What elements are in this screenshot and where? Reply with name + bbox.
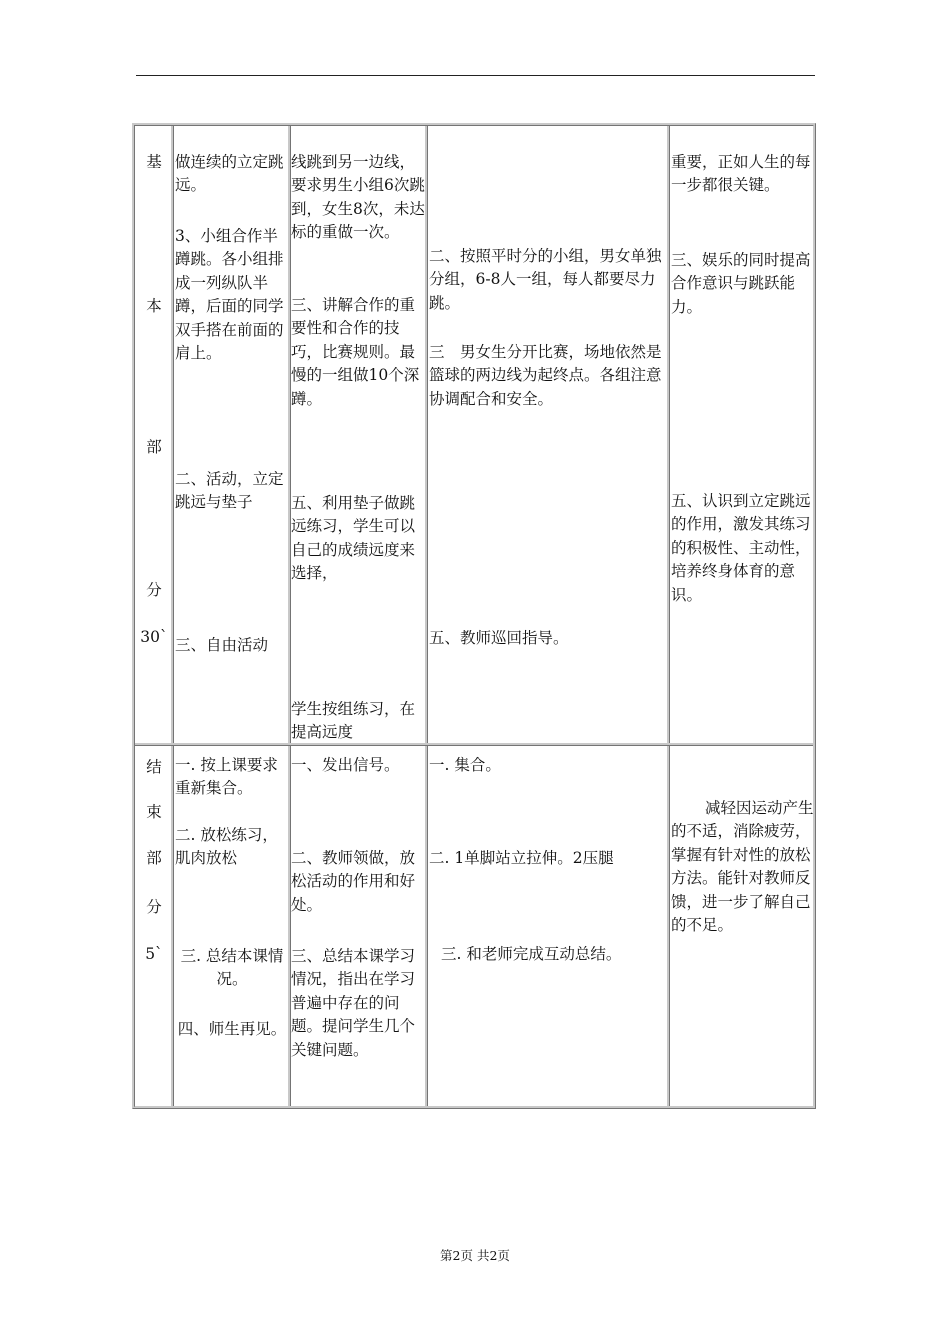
row-divider — [135, 743, 813, 746]
header-rule — [136, 75, 815, 76]
teacher-text: 一、发出信号。 — [291, 756, 400, 774]
content-text: 3、小组合作半蹲跳。各小组排成一列纵队半蹲，后面的同学双手搭在前面的肩上。 — [175, 227, 284, 363]
label-char: 部 — [146, 438, 162, 456]
label-char: 基 — [146, 153, 162, 171]
purpose-text: 三、娱乐的同时提高合作意识与跳跃能力。 — [671, 251, 811, 316]
teacher-text: 五、利用垫子做跳远练习，学生可以自己的成绩远度来选择， — [291, 494, 416, 583]
teacher-text: 三、讲解合作的重要性和合作的技巧，比赛规则。最慢的一组做10个深蹲。 — [291, 296, 420, 408]
student-text: 二. 1单脚站立拉伸。2压腿 — [429, 849, 614, 867]
label-char: 分 — [146, 581, 162, 599]
label-char: 分 — [146, 898, 162, 916]
student-text: 五、教师巡回指导。 — [429, 629, 569, 647]
content-text: 二. 放松练习，肌肉放松 — [175, 826, 278, 868]
student-text: 二、按照平时分的小组，男女单独分组，6-8人一组，每人都要尽力跳。 — [429, 247, 662, 312]
purpose-text: 减轻因运动产生的不适，消除疲劳，掌握有针对性的放松方法。能针对教师反馈，进一步了解自己的不足。 — [671, 799, 814, 935]
content-text: 四、师生再见。 — [177, 1020, 287, 1038]
page-footer: 第2页 共2页 — [440, 1248, 510, 1263]
section-duration: 5` — [145, 945, 163, 963]
content-text: 一. 按上课要求重新集合。 — [175, 756, 278, 798]
teacher-text: 线跳到另一边线，要求男生小组6次跳到，女生8次，未达标的重做一次。 — [291, 153, 425, 242]
purpose-text: 重要，正如人生的每一步都很关键。 — [671, 153, 811, 195]
teacher-text: 二、教师领做，放松活动的作用和好处。 — [291, 849, 416, 914]
content-text: 二、活动，立定跳远与垫子 — [175, 470, 284, 512]
student-text: 三. 和老师完成互动总结。 — [441, 945, 622, 963]
teacher-text: 学生按组练习，在提高远度 — [291, 700, 416, 742]
purpose-text: 五、认识到立定跳远的作用，激发其练习的积极性、主动性，培养终身体育的意识。 — [671, 492, 811, 604]
content-text: 做连续的立定跳远。 — [175, 153, 284, 195]
content-text: 三、自由活动 — [175, 636, 269, 654]
content-text: 三. 总结本课情况。 — [180, 947, 284, 989]
teacher-text: 三、总结本课学习情况，指出在学习普遍中存在的问题。提问学生几个关键问题。 — [291, 947, 416, 1059]
student-text: 一. 集合。 — [429, 756, 501, 774]
section-duration: 30` — [140, 628, 168, 646]
label-char: 本 — [146, 297, 162, 315]
label-char: 结 — [146, 758, 162, 776]
label-char: 束 — [146, 803, 162, 821]
label-char: 部 — [146, 849, 162, 867]
student-text: 三 男女生分开比赛，场地依然是篮球的两边线为起终点。各组注意协调配合和安全。 — [429, 343, 662, 408]
